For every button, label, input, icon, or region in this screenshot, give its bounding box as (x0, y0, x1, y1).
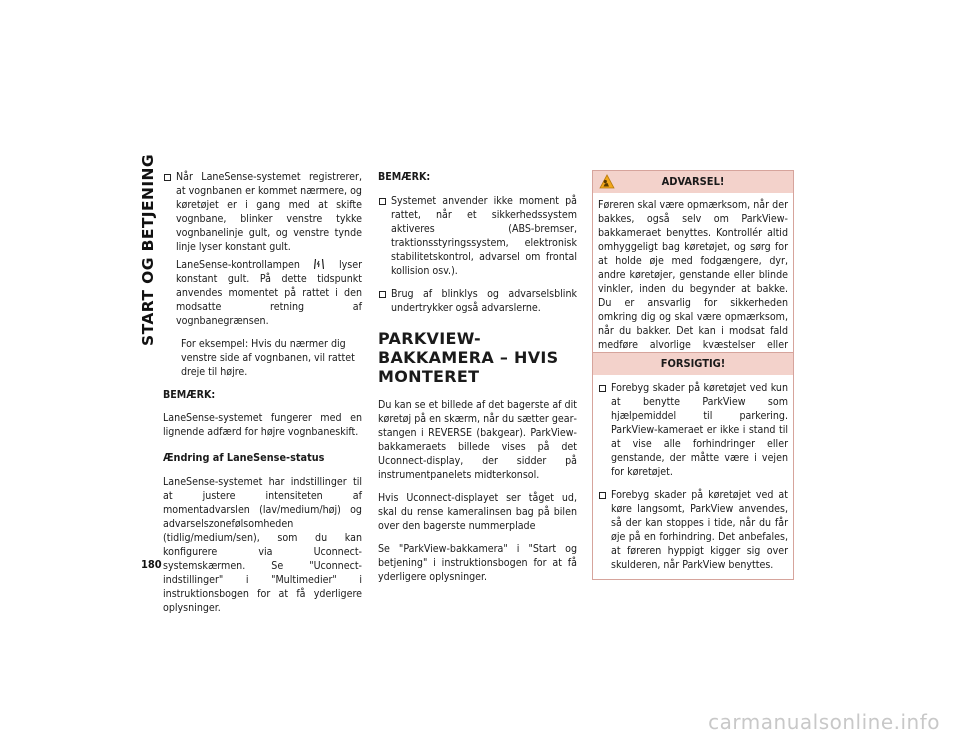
chapter-tab (138, 154, 158, 346)
note-text: LaneSense-systemet fungerer med en lignende adfærd for højre vognbaneskift. (163, 412, 362, 438)
warning-triangle-icon (599, 174, 615, 189)
parkview-paragraph: Hvis Uconnect-displayet ser tåget ud, skal du rense kameralinsen bag på bilen over den bagerste nummerplade (378, 492, 577, 532)
caution-box-header (593, 353, 793, 375)
warning-box (592, 170, 794, 372)
page-number: 180 (141, 558, 162, 571)
lanesense-bullet-continued (176, 258, 362, 328)
left-column (163, 170, 362, 624)
lamp-sentence-start: LaneSense-kontrollampen (176, 259, 300, 271)
note-label: BEMÆRK: (378, 171, 431, 183)
note-bullet: Systemet anvender ikke moment på rattet, når et sikkerhedssystem aktiveres (ABS-bremser, traktionsstyringssystem, elektronisk stabilitetskontrol, advarsel om frontal kollision osv.). (378, 194, 577, 278)
caution-box (592, 352, 794, 580)
warning-text: Føreren skal være opmærksom, når der bakkes, også selv om ParkView-bakkameraet benyttes. Kontrollér altid omhyggeligt bag køretøjet, og sørg for at holde øje med fodgængere, dyr, andre køretøjer, genstande eller blinde vinkler, inden du begynder at bakke. Du er ansvarlig for sikkerheden omkring dig og skal være opmærksom, når du bakker. Det kan i modsat fald medføre alvorlige kvæstelser eller (598, 199, 788, 351)
lamp-sentence-end: lyser konstant gult. På dette tidspunkt anvendes momentet på rattet i den modsatte retning af vognbanegrænsen. (176, 259, 363, 327)
lanesense-status-heading: Ændring af LaneSense-status (163, 451, 325, 464)
chapter-tab-label: START OG BETJENING (139, 154, 157, 346)
caution-title: FORSIGTIG! (660, 357, 726, 370)
caution-bullet: Forebyg skader på køretøjet ved at køre langsomt, ParkView anvendes, så der kan stoppes i tide, når du får øje på en forhindring. Det anbefales, at føreren hyppigt kigger sig over skulderen, når ParkView benyttes. (598, 488, 788, 572)
parkview-paragraph: Du kan se et billede af det bagerste af dit køretøj på en skærm, når du sætter gearstangen i REVERSE (bakgear). ParkView-bakkameraets billede vises på det Uconnect-display, der sidder på instrumentpanelets midterkonsol. (378, 399, 577, 481)
note-label: BEMÆRK: (163, 389, 216, 401)
example-text: For eksempel: Hvis du nærmer dig venstre side af vognbanen, vil rattet dreje til højre. (181, 338, 355, 378)
warning-box-header (593, 171, 793, 193)
lanesense-lamp-icon (314, 258, 324, 270)
note-bullet: Brug af blinklys og advarselsblink undertrykker også advarslerne. (378, 287, 577, 315)
caution-bullet: Forebyg skader på køretøjet ved kun at benytte ParkView som hjælpemiddel til parkering. ParkView-kameraet er ikke i stand til at vise alle forhindringer eller genstande, der måtte være i vejen for køretøjet. (598, 381, 788, 479)
parkview-heading: PARKVIEW-BAKKAMERA – HVIS MONTERET (378, 329, 559, 386)
lanesense-bullet-text: Når LaneSense-systemet registrerer, at vognbanen er kommet nærmere, og køretøjet er i gang med at skifte vognbane, blinker venstre tykke vognbanelinje gult, og venstre tynde linje lyser konstant gult. (176, 171, 362, 253)
warning-title: ADVARSEL! (661, 175, 725, 188)
lanesense-bullet (163, 170, 362, 328)
middle-column (378, 170, 577, 593)
lanesense-status-paragraph: LaneSense-systemet har indstillinger til at justere intensiteten af momentadvarslen (lav/medium/høj) og advarselszonefølsomheden (tidlig/medium/sen), som du kan konfigurere via Uconnect-systemskærmen. Se "Uconnect-indstillinger" i "Multimedier" i instruktionsbogen for at få yderligere oplysninger. (163, 476, 362, 614)
watermark: carmanualsonline.info (708, 710, 940, 734)
parkview-paragraph: Se "ParkView-bakkamera" i "Start og betjening" i instruktionsbogen for at få yderligere oplysninger. (378, 543, 577, 583)
